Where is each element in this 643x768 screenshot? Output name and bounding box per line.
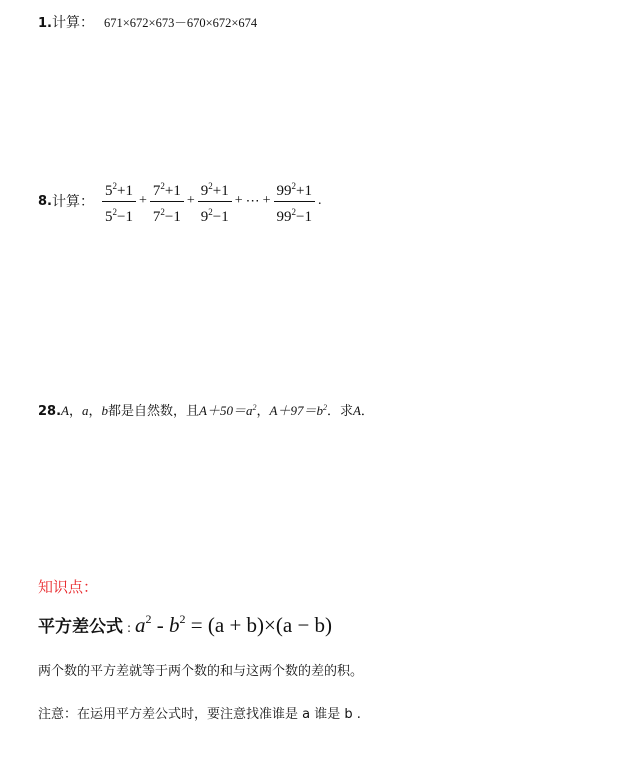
fraction-2-den-tail: −1: [164, 208, 181, 225]
plus-sign: +: [138, 193, 147, 208]
formula-exp-2: 2: [179, 612, 186, 626]
comma: ，: [256, 404, 270, 419]
equation-1-exp: 2: [252, 403, 257, 412]
formula-row: [38, 612, 332, 638]
question-8-number: 8.: [38, 193, 52, 209]
knowledge-title: 知识点：: [38, 578, 99, 596]
fraction-3-den-exp: 2: [208, 206, 213, 217]
question-28-number: 28.: [38, 404, 62, 419]
question-1: [38, 12, 257, 32]
question-28-text-mid: 都是自然数，且: [108, 404, 200, 419]
var-A: A: [61, 403, 69, 418]
equation-2-exp: 2: [322, 403, 327, 412]
fraction-3-num-base: 9: [200, 182, 209, 199]
fraction-4-num-exp: 2: [291, 180, 297, 191]
question-28: [38, 400, 374, 419]
fraction-2-num-base: 7: [152, 182, 161, 199]
var-A: A: [352, 403, 361, 418]
question-28-text-end: ．求: [326, 404, 353, 419]
fraction-1-den-exp: 2: [112, 206, 117, 217]
fraction-1: [102, 176, 136, 227]
equation-1-body: A＋50＝a: [199, 403, 253, 418]
equation-2-body: A＋97＝b: [269, 403, 323, 418]
comma: ，: [68, 404, 82, 419]
formula-b: b: [169, 613, 180, 637]
fraction-2: [150, 176, 184, 227]
plus-sign: +: [262, 193, 271, 208]
var-a: a: [82, 403, 89, 418]
end-period: .: [317, 193, 322, 208]
fraction-3: [198, 176, 232, 227]
formula-minus: -: [151, 613, 170, 637]
question-1-number: 1.: [38, 16, 52, 31]
fraction-4-num-base: 99: [276, 182, 292, 199]
fraction-3-num-tail: +1: [212, 182, 229, 199]
fraction-4-den-base: 99: [276, 208, 292, 225]
equation-1: [199, 403, 256, 418]
plus-sign: +: [186, 193, 195, 208]
knowledge-line-2: 注意：在运用平方差公式时，要注意找准谁是 a 谁是 b .: [38, 707, 361, 722]
fraction-1-num-tail: +1: [116, 182, 133, 199]
ellipsis: ⋯: [245, 193, 260, 209]
fraction-4-num-tail: +1: [296, 182, 312, 199]
fraction-3-den-tail: −1: [212, 208, 229, 225]
fraction-3-num-exp: 2: [208, 180, 213, 191]
fraction-1-den-base: 5: [104, 208, 113, 225]
fraction-1-num-exp: 2: [112, 180, 117, 191]
formula-a: a: [135, 613, 146, 637]
formula-rhs: = (a + b)×(a − b): [185, 613, 333, 637]
period: ．: [360, 404, 374, 419]
fraction-2-den-exp: 2: [160, 206, 165, 217]
fraction-4: [274, 176, 315, 227]
formula-separator: :: [127, 621, 132, 635]
fraction-1-den-tail: −1: [116, 208, 133, 225]
formula-exp-1: 2: [145, 612, 152, 626]
question-1-expression: 671×672×673－670×672×674: [103, 16, 258, 30]
fraction-3-den-base: 9: [200, 208, 209, 225]
comma: ，: [88, 404, 102, 419]
fraction-1-num-base: 5: [104, 182, 113, 199]
formula-label: 平方差公式: [38, 617, 123, 637]
plus-sign: +: [234, 193, 243, 208]
knowledge-line-1: 两个数的平方差就等于两个数的和与这两个数的差的积。: [38, 664, 364, 679]
var-b: b: [101, 403, 109, 418]
fraction-4-den-exp: 2: [291, 206, 297, 217]
formula-expression: [135, 612, 332, 638]
equation-2: [270, 403, 327, 418]
fraction-2-num-tail: +1: [164, 182, 181, 199]
question-8: [38, 178, 322, 224]
question-8-label: 计算：: [51, 194, 94, 210]
fraction-2-den-base: 7: [152, 208, 161, 225]
fraction-2-num-exp: 2: [160, 180, 165, 191]
question-1-label: 计算：: [51, 15, 94, 31]
fraction-4-den-tail: −1: [296, 208, 312, 225]
